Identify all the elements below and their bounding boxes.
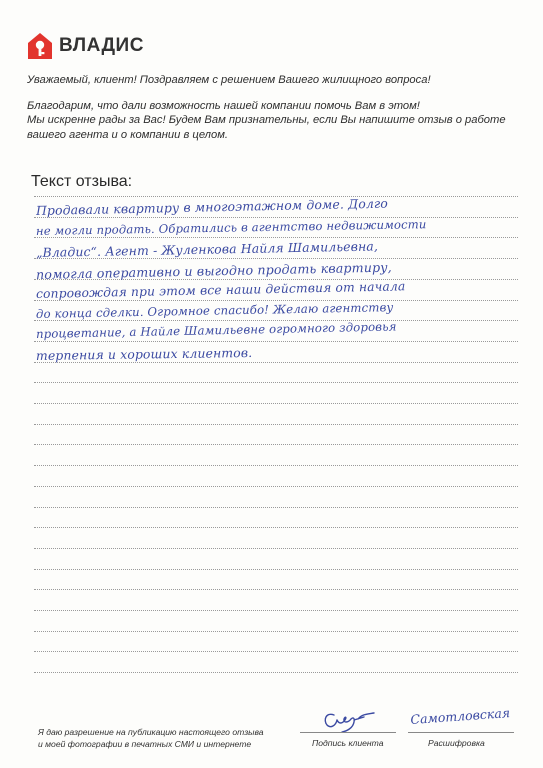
consent-line: и моей фотографии в печатных СМИ и интернете [38, 738, 252, 749]
ruled-line [34, 486, 518, 487]
publication-consent [38, 727, 264, 750]
handwritten-line: Продавали квартиру в многоэтажном доме. Долго [35, 195, 389, 218]
consent-line: Я даю разрешение на публикацию настоящего отзыва [38, 727, 264, 737]
decoding-label: Расшифровка [428, 738, 485, 748]
thanks-line: Благодарим, что дали возможность нашей компании помочь Вам в этом! [27, 99, 420, 112]
handwritten-line: до конца сделки. Огромное спасибо! Желаю агентству [35, 300, 394, 321]
ruled-line [34, 569, 518, 570]
ruled-line [34, 631, 518, 632]
handwritten-line: помогла оперативно и выгодно продать квартиру, [35, 259, 392, 282]
ruled-line [34, 362, 518, 363]
decoding-line [408, 732, 514, 733]
ruled-line [34, 341, 518, 342]
ruled-line [34, 465, 518, 466]
handwritten-line: „Владис“. Агент - Жуленкова Найля Шамильевна, [35, 238, 379, 260]
ruled-line [34, 651, 518, 652]
handwritten-line: процветание, а Найле Шамильевне огромного здоровья [35, 319, 397, 341]
ruled-line [34, 237, 518, 238]
handwritten-line: терпения и хороших клиентов. [35, 344, 253, 363]
ruled-line [34, 424, 518, 425]
house-key-icon [27, 32, 53, 60]
request-line: Мы искренне рады за Вас! Будем Вам признательны, если Вы напишите отзыв о работе [27, 114, 506, 126]
signature-line [300, 732, 396, 733]
ruled-line [34, 403, 518, 404]
company-logo [27, 32, 144, 60]
ruled-line [34, 444, 518, 445]
handwritten-line: не могли продать. Обратились в агентство недвижимости [35, 217, 427, 238]
decoding-handwriting: Самотловская [409, 705, 511, 727]
ruled-line [34, 548, 518, 549]
ruled-line [34, 507, 518, 508]
brand-name: ВЛАДИС [59, 35, 144, 56]
ruled-line [34, 382, 518, 383]
ruled-line [34, 527, 518, 528]
review-section-title: Текст отзыва: [31, 173, 133, 190]
ruled-line [34, 589, 518, 590]
ruled-line [34, 672, 518, 673]
intro-text [27, 73, 527, 142]
signature-label: Подпись клиента [312, 738, 384, 748]
greeting-line: Уважаемый, клиент! Поздравляем с решением Вашего жилищного вопроса! [27, 74, 431, 86]
request-line-continued: вашего агента и о компании в целом. [27, 128, 228, 141]
client-signature [320, 708, 382, 734]
ruled-line [34, 610, 518, 611]
handwritten-line: сопровождая при этом все наши действия от начала [35, 279, 406, 301]
